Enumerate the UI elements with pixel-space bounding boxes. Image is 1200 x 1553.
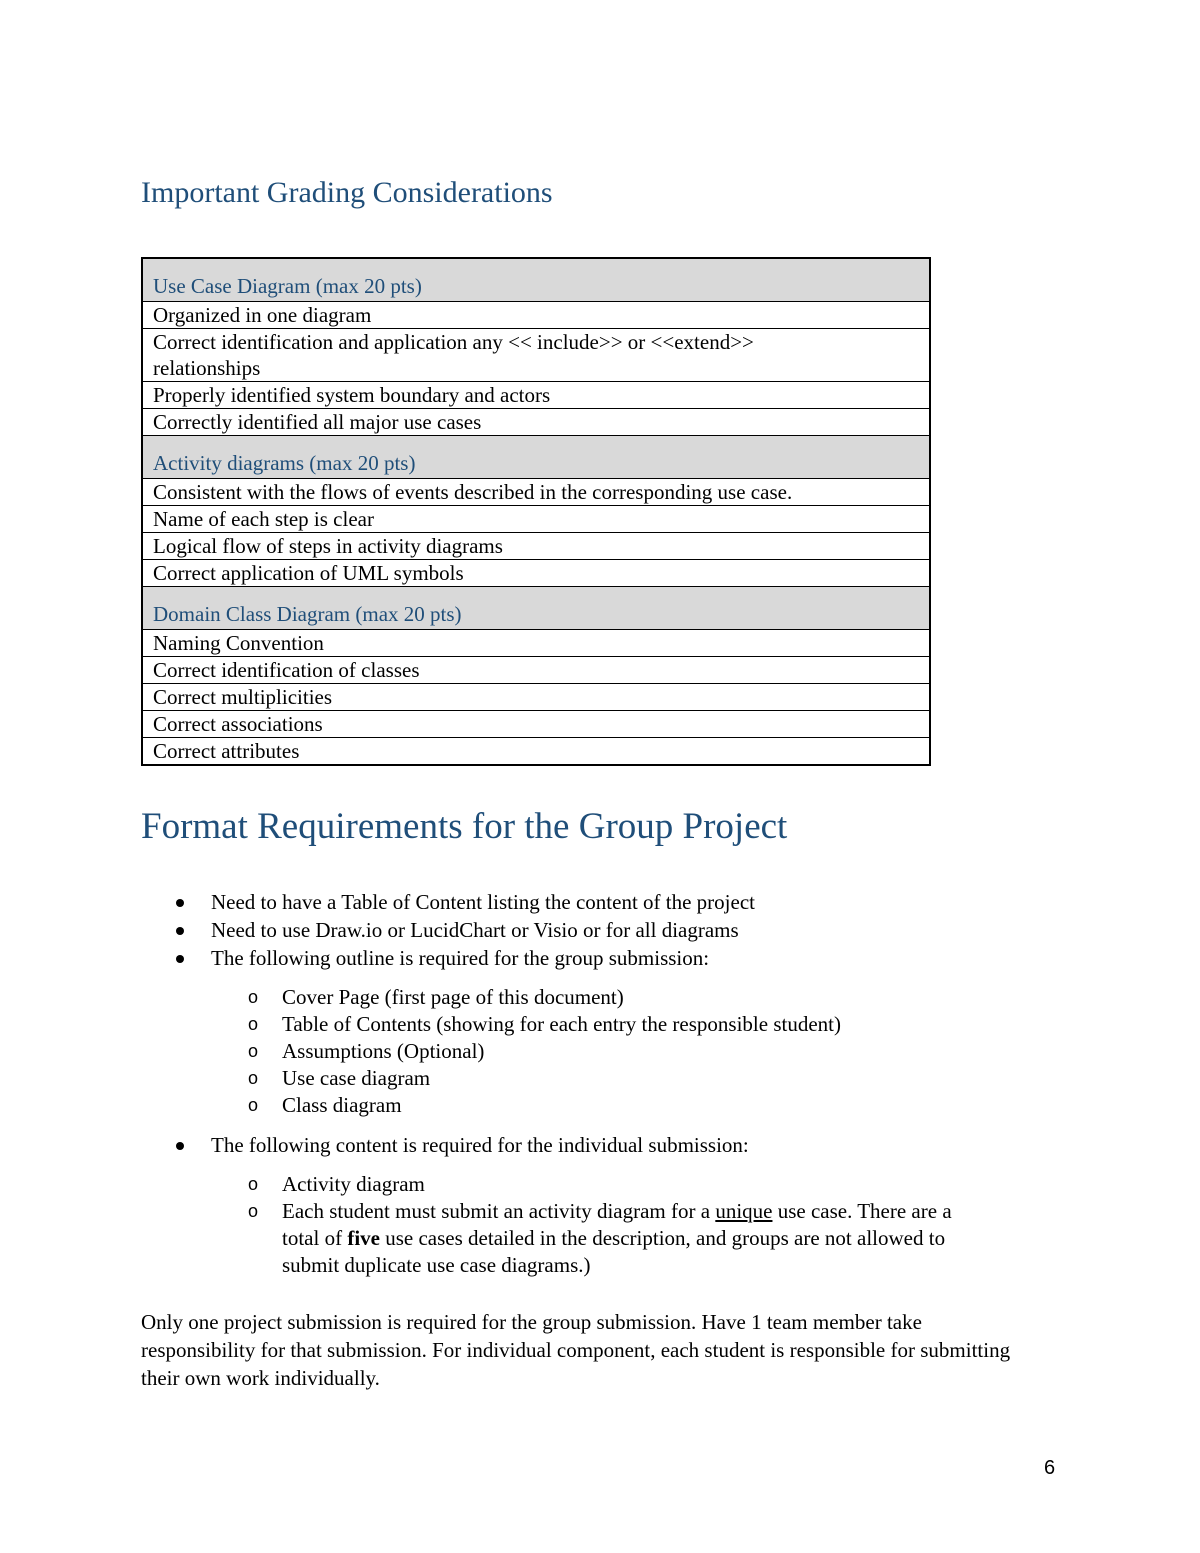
criterion: Correct application of UML symbols <box>142 560 930 587</box>
bullet-text: Need to use Draw.io or LucidChart or Visio or for all diagrams <box>211 918 739 942</box>
list-item <box>141 1131 1041 1279</box>
table-row <box>142 711 930 738</box>
table-section-header <box>142 436 930 479</box>
list-item: o Table of Contents (showing for each entry the responsible student) <box>141 1011 1041 1038</box>
format-bullet-list <box>141 888 1041 1291</box>
individual-outline-list <box>211 1171 1041 1279</box>
table-row <box>142 738 930 766</box>
list-item: o Activity diagram <box>141 1171 1041 1198</box>
closing-paragraph: Only one project submission is required for the group submission. Have 1 team member take responsibility for that submission. For individual component, each student is responsible for submitting their own work individually. <box>141 1310 1011 1390</box>
table-row <box>142 409 930 436</box>
grading-table <box>141 257 931 766</box>
text-run: use cases detailed in the description, and groups are not allowed to submit duplicate use case diagrams.) <box>282 1226 946 1277</box>
section-title-use-case: Use Case Diagram (max 20 pts) <box>142 258 930 302</box>
page-number: 6 <box>1044 1457 1056 1479</box>
table-row <box>142 657 930 684</box>
criterion: Correct associations <box>142 711 930 738</box>
criterion: Properly identified system boundary and actors <box>142 382 930 409</box>
list-item: o Class diagram <box>141 1092 1041 1119</box>
bullet-text: The following content is required for the individual submission: <box>211 1133 749 1157</box>
list-item: o Use case diagram <box>141 1065 1041 1092</box>
table-section-header <box>142 587 930 630</box>
list-item <box>141 944 1041 1119</box>
list-item: o Assumptions (Optional) <box>141 1038 1041 1065</box>
criterion: Correct attributes <box>142 738 930 766</box>
format-heading: Format Requirements for the Group Project <box>141 806 788 847</box>
table-row <box>142 329 930 382</box>
list-item <box>141 1198 1041 1279</box>
list-item: o Cover Page (first page of this document) <box>141 984 1041 1011</box>
criterion: Correct multiplicities <box>142 684 930 711</box>
criterion: Logical flow of steps in activity diagrams <box>142 533 930 560</box>
section-title-activity: Activity diagrams (max 20 pts) <box>142 436 930 479</box>
criterion: Correctly identified all major use cases <box>142 409 930 436</box>
grading-heading: Important Grading Considerations <box>141 176 553 209</box>
table-row <box>142 302 930 329</box>
table-row <box>142 560 930 587</box>
bold-word: five <box>347 1226 380 1250</box>
table-section-header <box>142 258 930 302</box>
criterion: Name of each step is clear <box>142 506 930 533</box>
table-row <box>142 684 930 711</box>
criterion: Naming Convention <box>142 630 930 657</box>
bullet-text: Need to have a Table of Content listing the content of the project <box>211 890 755 914</box>
table-row <box>142 382 930 409</box>
bullet-text: The following outline is required for the group submission: <box>211 946 710 970</box>
criterion: Consistent with the flows of events described in the corresponding use case. <box>142 479 930 506</box>
table-row <box>142 630 930 657</box>
underlined-word: unique <box>715 1199 773 1223</box>
criterion: Organized in one diagram <box>142 302 930 329</box>
table-row <box>142 506 930 533</box>
list-item <box>141 916 1041 944</box>
criterion: Correct identification and application any << include>> or <<extend>> relationships <box>142 329 930 382</box>
section-title-domain-class: Domain Class Diagram (max 20 pts) <box>142 587 930 630</box>
table-row <box>142 479 930 506</box>
list-item <box>141 888 1041 916</box>
group-outline-list <box>211 984 1041 1119</box>
table-row <box>142 533 930 560</box>
criterion: Correct identification of classes <box>142 657 930 684</box>
text-run: use case. There are a total of <box>282 1199 952 1250</box>
text-run: Each student must submit an activity diagram for a <box>282 1199 716 1223</box>
